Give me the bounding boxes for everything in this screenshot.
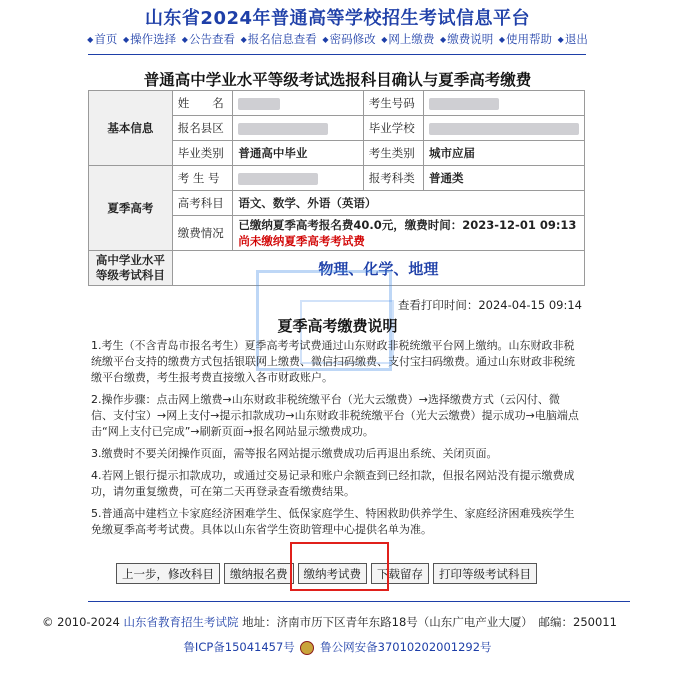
nav-logout[interactable]: ◆退出: [557, 32, 588, 46]
nav-online-payment[interactable]: ◆网上缴费: [381, 32, 435, 46]
guide-item: 2.操作步骤：点击网上缴费→山东财政非税统缴平台（光大云缴费）→选择缴费方式（云闪付、微信、支付宝）→网上支付→提示扣款成功→山东财政非税统缴平台（光大云缴费）提示成功→电脑端点击“网上支付已完成”→刷新页面→报名网站显示缴费成功。: [91, 393, 579, 438]
redacted-value: [238, 123, 328, 135]
guide-item: 4.若网上银行提示扣款成功，或通过交易记录和账户余额查到已经扣款，但报名网站没有提示缴费成功，请勿重复缴费，可在第二天再登录查看缴费结果。: [91, 469, 575, 498]
nav-announcements[interactable]: ◆公告查看: [181, 32, 235, 46]
nav-change-password[interactable]: ◆密码修改: [322, 32, 376, 46]
school-label: 毕业学校: [363, 116, 423, 141]
level-exam-subjects: 物理、化学、地理: [172, 251, 584, 286]
school-value: [424, 116, 585, 141]
name-value: [233, 91, 363, 116]
footer-info: [42, 614, 617, 630]
footer-registration: [0, 639, 675, 655]
diamond-bullet-icon: ◆: [181, 35, 188, 44]
diamond-bullet-icon: ◆: [440, 35, 447, 44]
section-summer-exam: 夏季高考: [89, 166, 173, 251]
section-basic-info: 基本信息: [89, 91, 173, 166]
payment-guide-text: [91, 338, 580, 544]
redacted-value: [238, 173, 318, 185]
grad-type-label: 毕业类别: [172, 141, 233, 166]
guide-item: 3.缴费时不要关闭操作页面，需等报名网站提示缴费成功后再退出系统、关闭页面。: [91, 447, 498, 460]
org-link[interactable]: 山东省教育招生考试院: [123, 615, 239, 629]
section-level-exam: 高中学业水平等级考试科目: [89, 251, 173, 286]
exam-subjects-value: 语文、数学、外语（英语）: [233, 191, 585, 216]
payment-unpaid-text: 尚未缴纳夏季高考考试费: [238, 234, 365, 248]
nav-payment-guide[interactable]: ◆缴费说明: [440, 32, 494, 46]
highlight-box: [290, 542, 389, 591]
category-value: 普通类: [424, 166, 585, 191]
redacted-value: [238, 98, 280, 110]
diamond-bullet-icon: ◆: [122, 35, 130, 44]
payment-paid-text: 已缴纳夏季高考报名费40.0元，缴费时间：2023-12-01 09:13: [238, 218, 577, 232]
top-divider: [88, 54, 586, 55]
nav-home[interactable]: ◆首页: [87, 32, 118, 46]
student-type-label: 考生类别: [363, 141, 423, 166]
nav-operation-select[interactable]: ◆操作选择: [122, 32, 177, 46]
police-record-link[interactable]: 鲁公网安备37010202001292号: [320, 640, 492, 654]
pay-exam-fee-button[interactable]: 缴纳考试费: [298, 563, 368, 584]
nav-help[interactable]: ◆使用帮助: [498, 32, 553, 46]
county-label: 报名县区: [172, 116, 233, 141]
id-number-label: 考生号码: [363, 91, 423, 116]
police-badge-icon: [300, 641, 314, 655]
address: 地址：济南市历下区青年东路18号（山东广电产业大厦） 邮编：250011: [242, 615, 617, 629]
payment-status-label: 缴费情况: [172, 216, 233, 251]
payment-guide-title: 夏季高考缴费说明: [277, 317, 398, 335]
name-label: 姓 名: [172, 91, 233, 116]
print-level-subjects-button[interactable]: 打印等级考试科目: [433, 563, 537, 584]
county-value: [233, 116, 363, 141]
diamond-bullet-icon: ◆: [381, 35, 388, 44]
diamond-bullet-icon: ◆: [322, 35, 329, 44]
id-number-value: [424, 91, 585, 116]
student-type-value: 城市应届: [424, 141, 585, 166]
download-button[interactable]: 下载留存: [371, 563, 429, 584]
diamond-bullet-icon: ◆: [87, 35, 94, 44]
diamond-bullet-icon: ◆: [557, 35, 564, 44]
nav-registration-info[interactable]: ◆报名信息查看: [240, 32, 317, 46]
diamond-bullet-icon: ◆: [240, 35, 247, 44]
guide-item: 5.普通高中建档立卡家庭经济困难学生、低保家庭学生、特困救助供养学生、家庭经济困难残疾学生免缴夏季高考考试费。具体以山东省学生资助管理中心提供名单为准。: [91, 507, 575, 536]
icp-link[interactable]: 鲁ICP备15041457号: [183, 640, 295, 654]
site-title: 山东省2024年普通高等学校招生考试信息平台: [144, 8, 531, 29]
redacted-value: [429, 123, 579, 135]
exam-number-label: 考 生 号: [172, 166, 233, 191]
page-title: 普通高中学业水平等级考试选报科目确认与夏季高考缴费: [143, 71, 532, 89]
guide-item: 1.考生（不含青岛市报名考生）夏季高考考试费通过山东财政非税统缴平台网上缴纳。山东财政非税统缴平台支持的缴费方式包括银联网上缴费、微信扫码缴费、支付宝扫码缴费。通过山东财政非税统缴平台缴费，考生报考费直接缴入各市财政账户。: [91, 339, 575, 384]
diamond-bullet-icon: ◆: [498, 35, 506, 44]
redacted-value: [429, 98, 499, 110]
candidate-info-table: [88, 90, 585, 286]
category-label: 报考科类: [363, 166, 423, 191]
pay-registration-fee-button[interactable]: 缴纳报名费: [224, 563, 294, 584]
exam-number-value: [233, 166, 363, 191]
print-time: 查看打印时间：2024-04-15 09:14: [397, 298, 582, 312]
back-modify-subjects-button[interactable]: 上一步，修改科目: [116, 563, 220, 584]
top-nav: [0, 31, 675, 47]
exam-subjects-label: 高考科目: [172, 191, 233, 216]
grad-type-value: 普通高中毕业: [233, 141, 363, 166]
payment-status-value: [233, 216, 585, 251]
copyright: © 2010-2024: [42, 615, 120, 629]
bottom-divider: [88, 601, 630, 602]
